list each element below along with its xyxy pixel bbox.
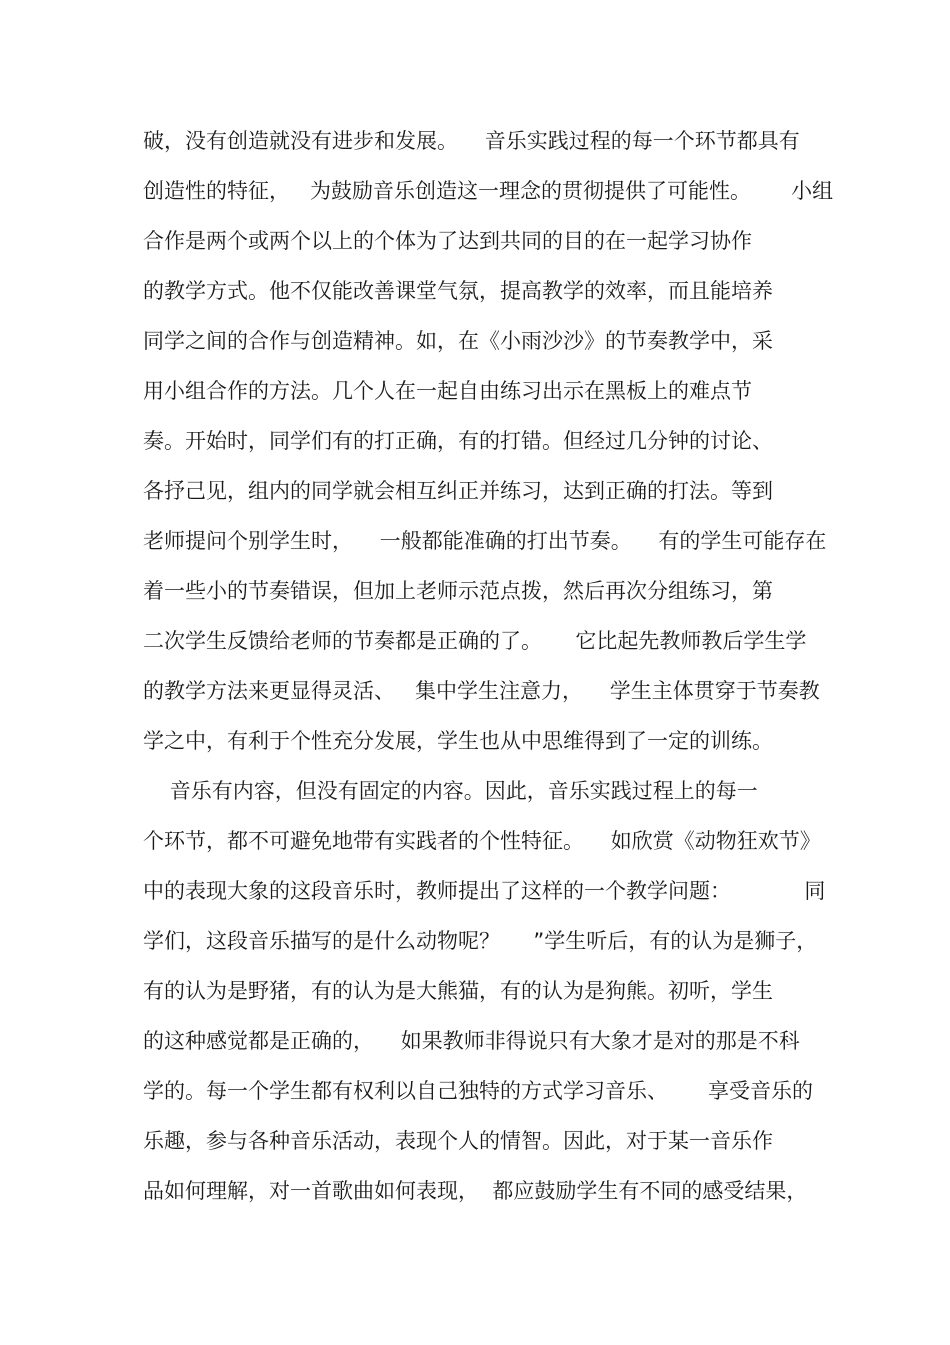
text-line: 乐趣，参与各种音乐活动，表现个人的情智。因此，对于某一音乐作 [143,1129,773,1153]
text-line: 破，没有创造就没有进步和发展。 音乐实践过程的每一个环节都具有 [143,129,800,153]
text-line: 老师提问个别学生时， 一般都能准确的打出节奏。 有的学生可能存在 [143,529,827,553]
text-line: 着一些小的节奏错误，但加上老师示范点拨，然后再次分组练习，第 [143,579,773,603]
text-line: 学们，这段音乐描写的是什么动物呢？ ”学生听后，有的认为是狮子， [143,929,818,953]
text-line: 奏。开始时，同学们有的打正确，有的打错。但经过几分钟的讨论、 [143,429,773,453]
text-line: 学之中，有利于个性充分发展，学生也从中思维得到了一定的训练。 [143,729,773,753]
text-line: 合作是两个或两个以上的个体为了达到共同的目的在一起学习协作 [143,229,752,253]
body-text [143,120,834,1220]
text-line: 创造性的特征， 为鼓励音乐创造这一理念的贯彻提供了可能性。 小组 [143,179,834,203]
text-line: 品如何理解，对一首歌曲如何表现， 都应鼓励学生有不同的感受结果， [143,1179,808,1203]
text-line: 中的表现大象的这段音乐时，教师提出了这样的一个教学问题： 同 [143,879,826,903]
text-line: 个环节，都不可避免地带有实践者的个性特征。 如欣赏《动物狂欢节》 [143,829,821,853]
text-line: 有的认为是野猪，有的认为是大熊猫，有的认为是狗熊。初听，学生 [143,979,773,1003]
text-line: 用小组合作的方法。几个人在一起自由练习出示在黑板上的难点节 [143,379,752,403]
text-line: 的教学方式。他不仅能改善课堂气氛，提高教学的效率，而且能培养 [143,279,773,303]
paragraph-start-line: 音乐有内容，但没有固定的内容。因此，音乐实践过程上的每一 [143,779,758,803]
text-line: 的教学方法来更显得灵活、 集中学生注意力， 学生主体贯穿于节奏教 [143,679,820,703]
text-line: 同学之间的合作与创造精神。如，在《小雨沙沙》的节奏教学中，采 [143,329,773,353]
text-line: 二次学生反馈给老师的节奏都是正确的了。 它比起先教师教后学生学 [143,629,807,653]
text-line: 的这种感觉都是正确的， 如果教师非得说只有大象才是对的那是不科 [143,1029,800,1053]
text-line: 各抒己见，组内的同学就会相互纠正并练习，达到正确的打法。等到 [143,479,773,503]
text-line: 学的。每一个学生都有权利以自己独特的方式学习音乐、 享受音乐的 [143,1079,814,1103]
